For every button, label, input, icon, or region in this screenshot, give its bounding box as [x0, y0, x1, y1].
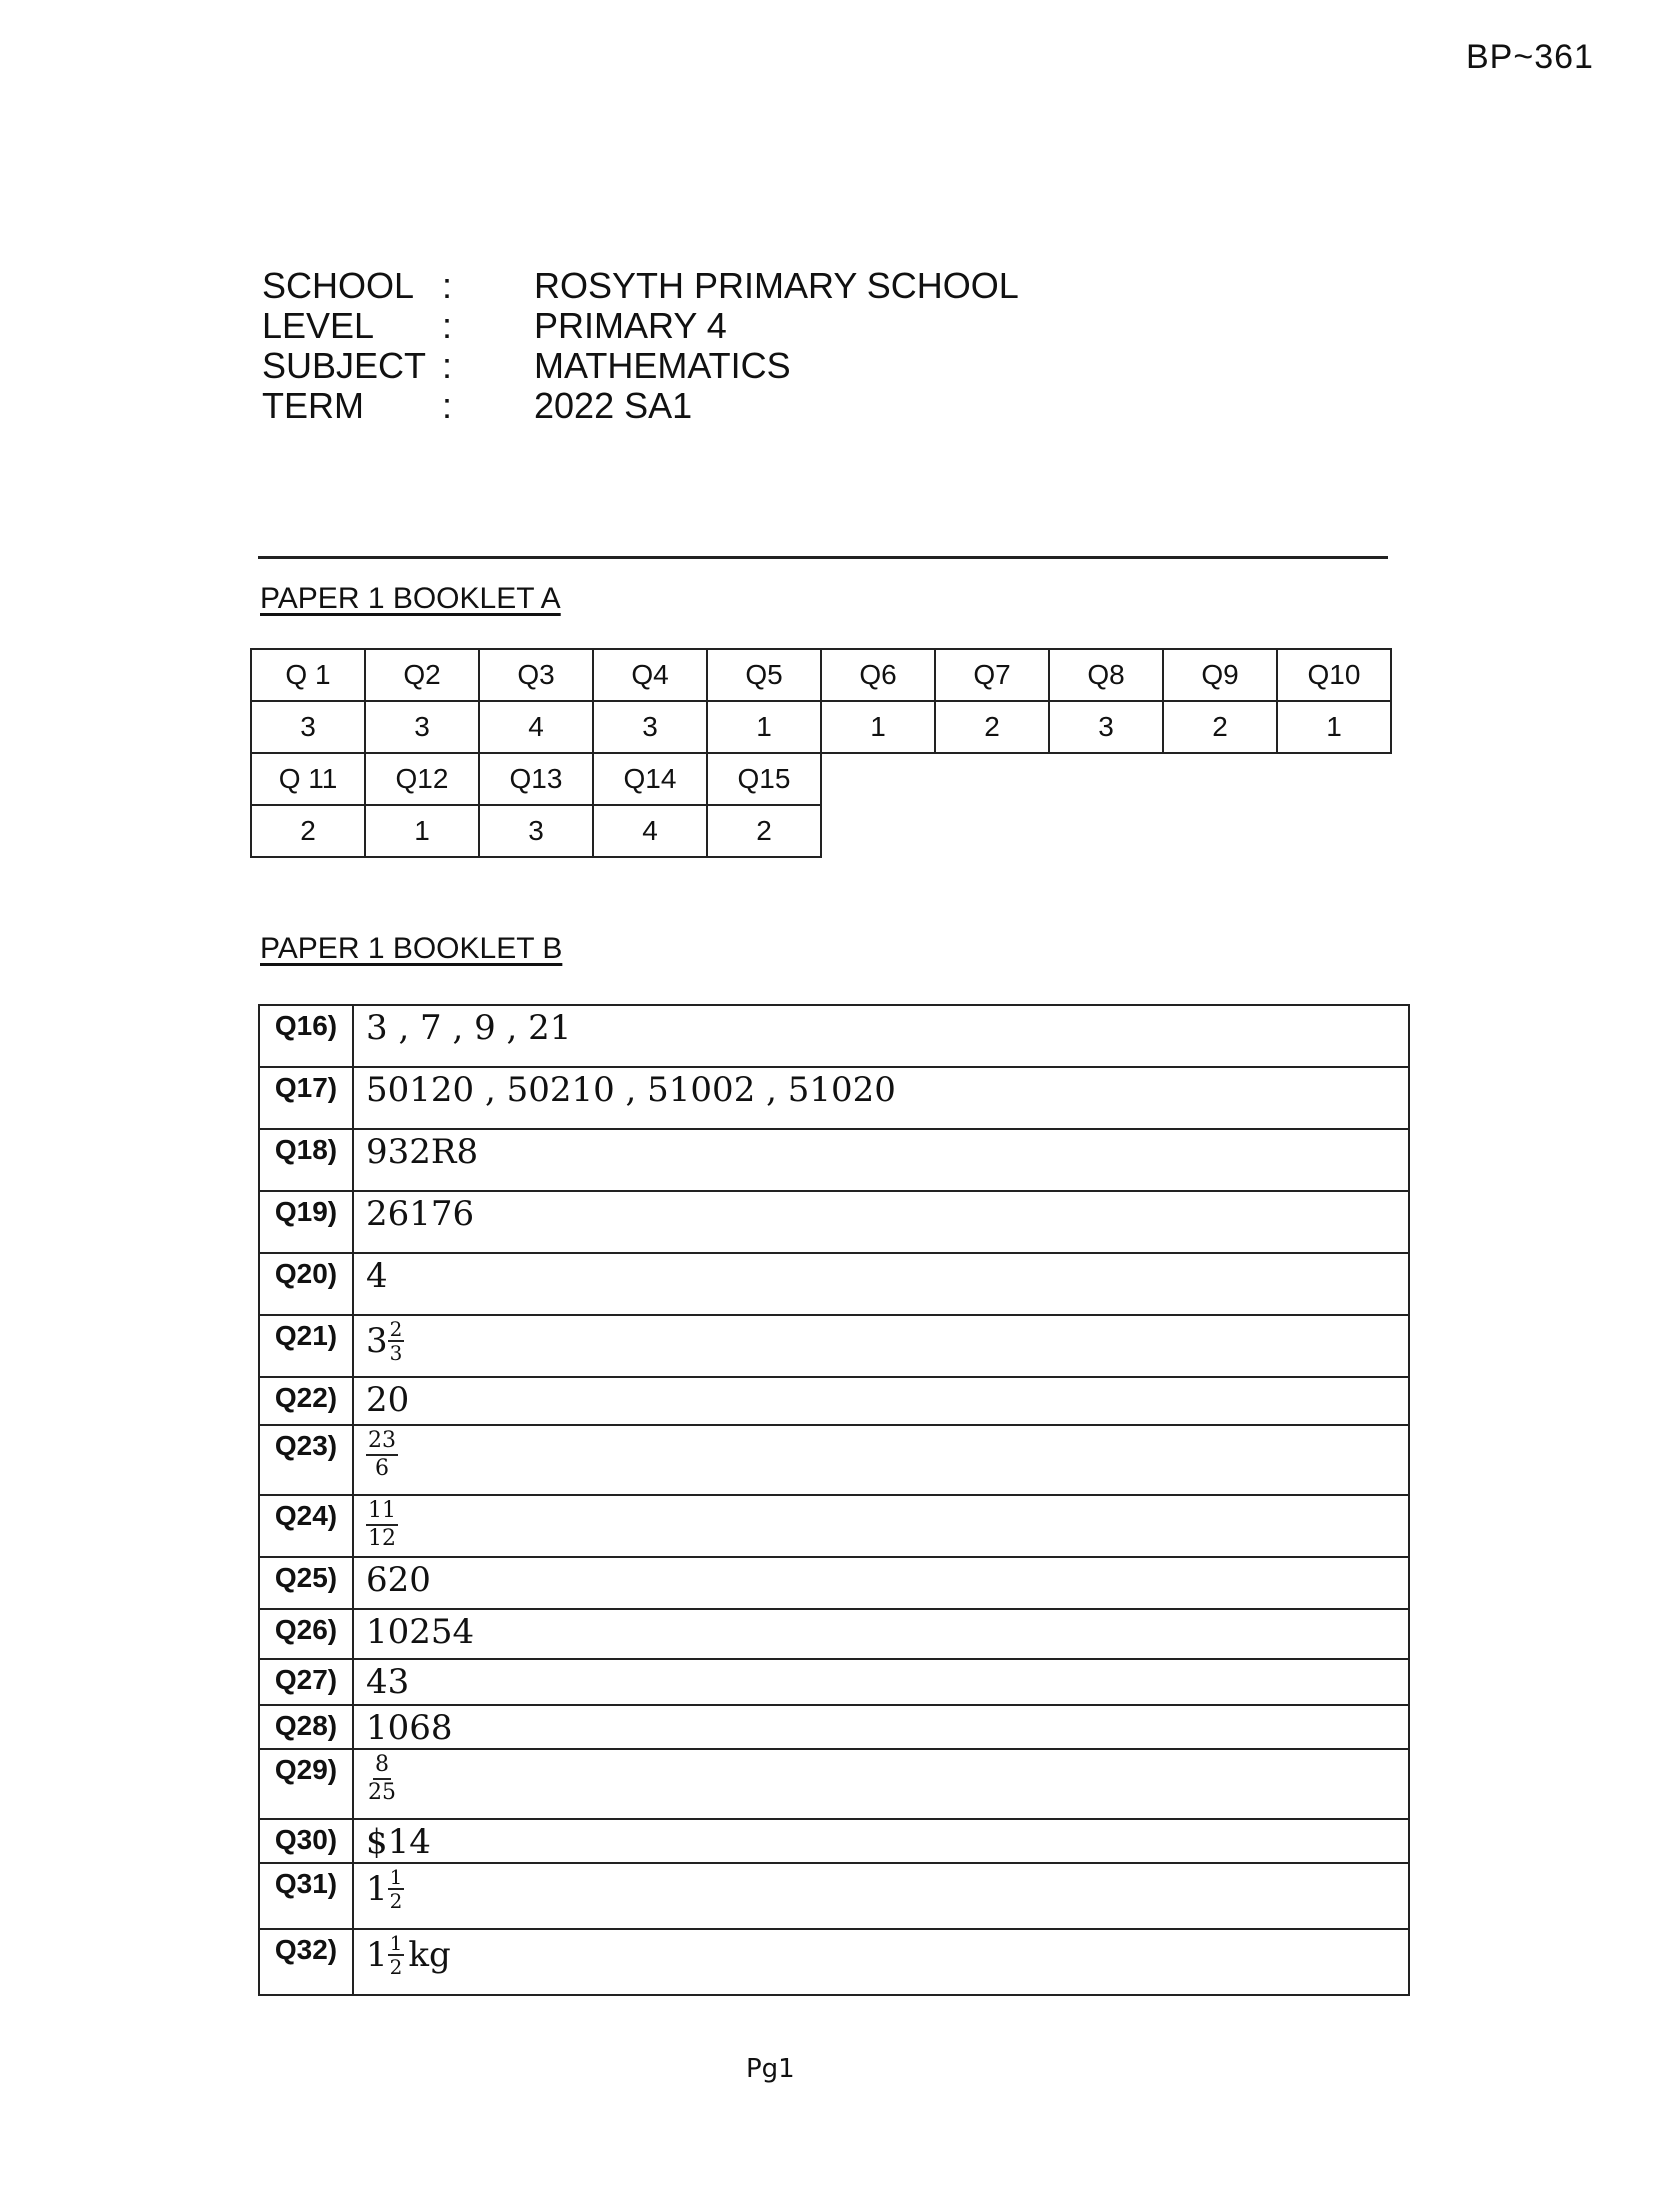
answer-cell: 4	[479, 701, 593, 753]
empty-cell	[821, 753, 1391, 805]
question-label: Q23)	[259, 1425, 353, 1495]
answer-row	[259, 1315, 1409, 1377]
answer-cell: 2	[1163, 701, 1277, 753]
info-label: LEVEL	[262, 305, 375, 346]
answer-value: 932R8	[353, 1129, 1409, 1191]
answer-row	[259, 1705, 1409, 1749]
answer-cell: 2	[707, 805, 821, 857]
answer-value	[353, 1749, 1409, 1819]
answer-row	[259, 1749, 1409, 1819]
answer-row	[259, 1819, 1409, 1863]
mixed-number-whole: 1	[366, 1935, 388, 1975]
answer-cell: 1	[1277, 701, 1391, 753]
answer-row	[259, 1863, 1409, 1929]
fraction-denominator: 12	[368, 1526, 396, 1551]
question-label: Q18)	[259, 1129, 353, 1191]
question-label: Q32)	[259, 1929, 353, 1995]
fraction-numerator: 11	[366, 1498, 398, 1526]
page-number: Pg1	[746, 2054, 795, 2084]
answer-cell: 3	[1049, 701, 1163, 753]
question-label: Q29)	[259, 1749, 353, 1819]
empty-cell	[821, 805, 1391, 857]
answer-value: 43	[353, 1659, 1409, 1705]
fraction-denominator: 2	[389, 1955, 403, 1979]
answer-row	[259, 1253, 1409, 1315]
fraction	[388, 1318, 405, 1364]
booklet-a-heading: PAPER 1 BOOKLET A	[260, 582, 561, 615]
info-colon: :	[442, 305, 453, 346]
answer-value: 20	[353, 1377, 1409, 1425]
fraction-numerator: 2	[389, 1317, 403, 1341]
question-label: Q26)	[259, 1609, 353, 1659]
question-label: Q25)	[259, 1557, 353, 1609]
answer-row	[259, 1191, 1409, 1253]
answer-value: 3 , 7 , 9 , 21	[353, 1005, 1409, 1067]
answer-value	[353, 1315, 1409, 1377]
question-label: Q22)	[259, 1377, 353, 1425]
answer-value	[353, 1495, 1409, 1557]
question-cell: Q3	[479, 649, 593, 701]
question-label: Q27)	[259, 1659, 353, 1705]
info-label: SUBJECT	[262, 345, 427, 386]
fraction-denominator: 2	[389, 1889, 403, 1913]
fraction-denominator: 6	[375, 1456, 389, 1481]
answer-value: 1068	[353, 1705, 1409, 1749]
booklet-b-heading: PAPER 1 BOOKLET B	[260, 932, 563, 965]
question-label: Q16)	[259, 1005, 353, 1067]
fraction-numerator: 8	[373, 1752, 391, 1780]
info-label: TERM	[262, 385, 364, 426]
answer-cell: 4	[593, 805, 707, 857]
answer-value: 620	[353, 1557, 1409, 1609]
info-colon: :	[442, 265, 453, 306]
fraction	[366, 1498, 398, 1552]
fraction	[388, 1866, 405, 1912]
document-code: BP~361	[1466, 38, 1594, 76]
answer-row	[259, 1659, 1409, 1705]
answer-cell: 3	[365, 701, 479, 753]
info-value: 2022 SA1	[534, 385, 693, 426]
question-cell: Q 1	[251, 649, 365, 701]
answer-value	[353, 1863, 1409, 1929]
mixed-number-whole: 3	[366, 1321, 388, 1361]
fraction-numerator: 23	[366, 1428, 398, 1456]
question-cell: Q9	[1163, 649, 1277, 701]
answer-cell: 1	[365, 805, 479, 857]
question-cell: Q15	[707, 753, 821, 805]
info-colon: :	[442, 385, 453, 426]
info-value: PRIMARY 4	[534, 305, 727, 346]
fraction	[366, 1752, 398, 1806]
answer-value	[353, 1425, 1409, 1495]
question-label: Q31)	[259, 1863, 353, 1929]
question-label: Q21)	[259, 1315, 353, 1377]
question-cell: Q5	[707, 649, 821, 701]
question-cell: Q2	[365, 649, 479, 701]
info-label: SCHOOL	[262, 265, 415, 306]
answer-row	[259, 1929, 1409, 1995]
answer-row	[259, 1005, 1409, 1067]
answer-cell: 3	[251, 701, 365, 753]
fraction-numerator: 1	[389, 1931, 403, 1955]
horizontal-rule	[258, 556, 1388, 559]
question-label: Q19)	[259, 1191, 353, 1253]
question-row	[251, 753, 1391, 805]
question-label: Q20)	[259, 1253, 353, 1315]
answer-cell: 2	[935, 701, 1049, 753]
answer-row	[259, 1495, 1409, 1557]
fraction	[366, 1428, 398, 1482]
answer-row	[259, 1557, 1409, 1609]
question-cell: Q4	[593, 649, 707, 701]
question-cell: Q 11	[251, 753, 365, 805]
question-cell: Q13	[479, 753, 593, 805]
info-value: MATHEMATICS	[534, 345, 791, 386]
mixed-number-whole: 1	[366, 1869, 388, 1909]
question-cell: Q10	[1277, 649, 1391, 701]
answer-cell: 3	[479, 805, 593, 857]
info-value: ROSYTH PRIMARY SCHOOL	[534, 265, 1019, 306]
question-label: Q24)	[259, 1495, 353, 1557]
question-label: Q30)	[259, 1819, 353, 1863]
answer-row	[259, 1377, 1409, 1425]
question-cell: Q14	[593, 753, 707, 805]
booklet-b-answer-table	[258, 1004, 1410, 1996]
answer-value	[353, 1929, 1409, 1995]
answer-cell: 2	[251, 805, 365, 857]
answer-row	[259, 1067, 1409, 1129]
info-colon: :	[442, 345, 453, 386]
answer-value: 26176	[353, 1191, 1409, 1253]
question-row	[251, 649, 1391, 701]
question-label: Q28)	[259, 1705, 353, 1749]
answer-cell: 3	[593, 701, 707, 753]
question-label: Q17)	[259, 1067, 353, 1129]
question-cell: Q7	[935, 649, 1049, 701]
answer-value: 10254	[353, 1609, 1409, 1659]
answer-cell: 1	[707, 701, 821, 753]
fraction-denominator: 3	[389, 1341, 403, 1365]
fraction-denominator: 25	[368, 1780, 396, 1805]
answer-value: 50120 , 50210 , 51002 , 51020	[353, 1067, 1409, 1129]
answer-value: $14	[353, 1819, 1409, 1863]
booklet-a-answer-table	[250, 648, 1392, 858]
answer-cell: 1	[821, 701, 935, 753]
question-cell: Q12	[365, 753, 479, 805]
question-cell: Q8	[1049, 649, 1163, 701]
answer-value: 4	[353, 1253, 1409, 1315]
question-cell: Q6	[821, 649, 935, 701]
fraction-numerator: 1	[389, 1865, 403, 1889]
answer-row	[259, 1609, 1409, 1659]
answer-row	[251, 805, 1391, 857]
answer-row	[259, 1425, 1409, 1495]
fraction	[388, 1932, 405, 1978]
answer-row	[259, 1129, 1409, 1191]
answer-row	[251, 701, 1391, 753]
unit-label: kg	[408, 1935, 451, 1975]
